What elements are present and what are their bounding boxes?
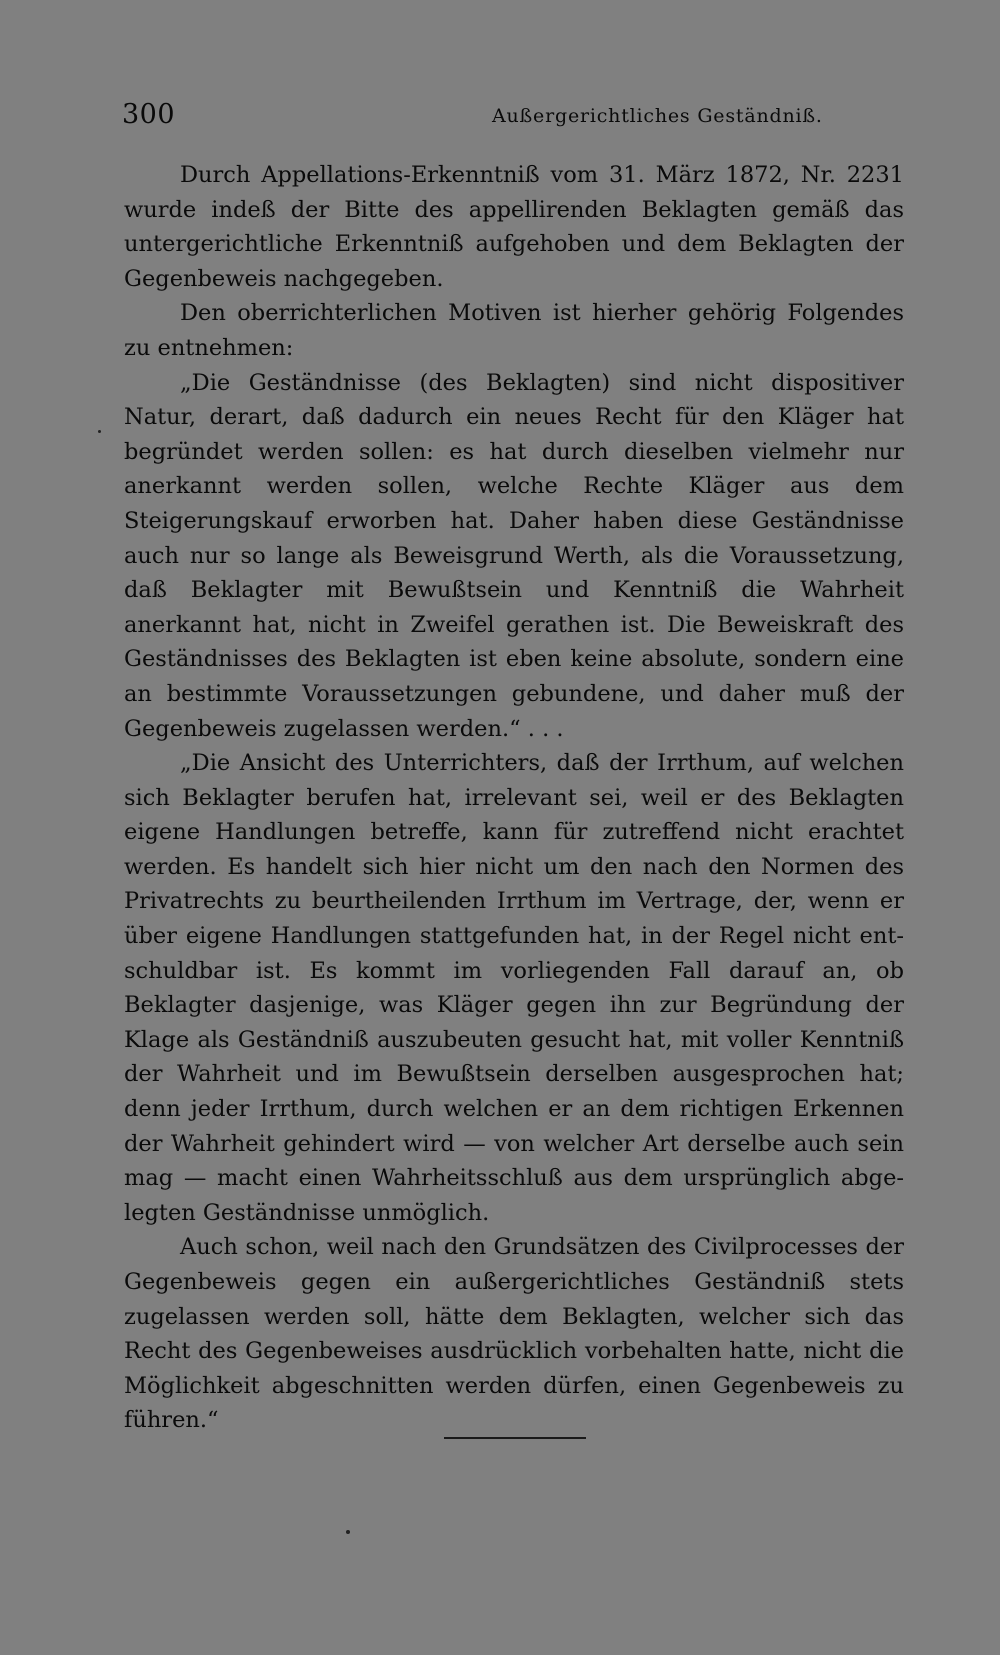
bottom-speck xyxy=(346,1530,350,1534)
section-end-rule xyxy=(444,1437,586,1439)
margin-speck xyxy=(98,430,101,433)
paragraph-quote-error: „Die Ansicht des Unterrichters, daß der Irrthum, auf welchen sich Beklagter berufen hat, irrelevant sei, weil er des Beklagten eigene Handlungen betreffe, kann für zutreffend nicht erachtet werden. Es handelt sich hier nicht um den nach den Normen des Privatrechts zu beurtheilenden Irrthum im Vertrage, der, wenn er über eigene Handlungen stattgefunden hat, in der Regel nicht entschuldbar ist. Es kommt im vorliegenden Fall darauf an, ob Beklagter dasjenige, was Kläger gegen ihn zur Begründung der Klage als Geständniß auszubeuten gesucht hat, mit voller Kenntniß der Wahrheit und im Bewußtsein derselben ausgesprochen hat; denn jeder Irrthum, durch welchen er an dem richtigen Erkennen der Wahrheit gehindert wird — von welcher Art derselbe auch sein mag — macht einen Wahrheitsschluß aus dem ursprünglich abgelegten Geständnisse unmöglich. xyxy=(124,750,904,1226)
paragraph-counterproof: Auch schon, weil nach den Grundsätzen des Civilprocesses der Gegenbeweis gegen ein außergerichtliches Geständniß stets zugelassen werden soll, hätte dem Beklagten, welcher sich das Recht des Gegenbeweises ausdrücklich vorbehalten hatte, nicht die Möglichkeit abgeschnitten werden dürfen, einen Gegenbeweis zu führen.“ xyxy=(124,1234,904,1434)
paragraph-appeal-ruling: Durch Appellations-Erkenntniß vom 31. März 1872, Nr. 2231 wurde indeß der Bitte des appellirenden Beklagten gemäß das untergerichtliche Erkenntniß aufgehoben und dem Beklagten der Gegenbeweis nachgegeben. xyxy=(124,162,904,292)
paragraph-quote-confessions: „Die Geständnisse (des Beklagten) sind nicht dispositiver Natur, derart, daß dadurch ein neues Recht für den Kläger hat begründet werden sollen: es hat durch dieselben vielmehr nur anerkannt werden sollen, welche Rechte Kläger aus dem Steigerungskauf erworben hat. Daher haben diese Geständnisse auch nur so lange als Beweisgrund Werth, als die Voraussetzung, daß Beklagter mit Bewußtsein und Kenntniß die Wahrheit anerkannt hat, nicht in Zweifel gerathen ist. Die Beweiskraft des Geständnisses des Beklagten ist eben keine absolute, sondern eine an bestimmte Voraussetzungen gebundene, und daher muß der Gegenbeweis zugelassen werden.“ . . . xyxy=(124,369,904,742)
page-body xyxy=(124,158,904,1438)
paragraph-motives-intro: Den oberrichterlichen Motiven ist hierher gehörig Folgendes zu entnehmen: xyxy=(124,300,904,361)
page-number: 300 xyxy=(122,99,176,130)
page-header xyxy=(122,98,902,138)
running-head: Außergerichtliches Geständniß. xyxy=(492,105,823,127)
